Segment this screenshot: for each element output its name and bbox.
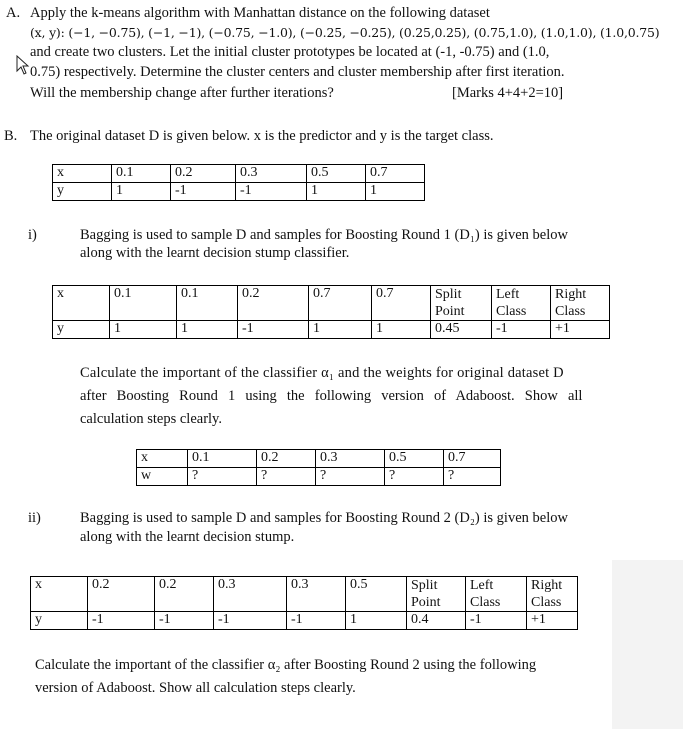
left-class-value: -1 <box>492 321 551 339</box>
table-cell: -1 <box>171 183 236 201</box>
part-ii-label: ii) <box>28 510 41 526</box>
table-cell: 0.5 <box>307 165 366 183</box>
table-cell: 1 <box>372 321 431 339</box>
boosting-round1-table <box>52 285 610 339</box>
left-class-value: -1 <box>466 612 527 630</box>
table-row <box>31 577 578 612</box>
part-ii-calc2: version of Adaboost. Show all calculation steps clearly. <box>35 680 356 696</box>
table-cell: -1 <box>88 612 155 630</box>
table-row <box>137 468 501 486</box>
part-ii-calc1: Calculate the important of the classifier α₂ after Boosting Round 2 using the following <box>35 657 537 673</box>
header-word: Split <box>411 578 438 593</box>
split-point-value: 0.4 <box>407 612 466 630</box>
mouse-cursor-icon <box>16 55 30 75</box>
part-i-text1: Bagging is used to sample D and samples for Boosting Round 1 (D₁) is given below <box>80 227 568 243</box>
part-b-intro: The original dataset D is given below. x is the predictor and y is the target class. <box>30 128 494 144</box>
original-dataset-table <box>52 164 425 201</box>
table-cell: ? <box>385 468 444 486</box>
header-word: Split <box>435 287 462 302</box>
header-word: Point <box>411 595 441 610</box>
table-row <box>53 286 610 321</box>
table-cell: 1 <box>177 321 238 339</box>
table-row <box>53 165 425 183</box>
part-a-dataset: (x, y): (−1, −0.75), (−1, −1), (−0.75, −1.0), (−0.25, −0.25), (0.25,0.25), (0.75,1.0), (1.0,1.0), (1.0,0.75) <box>30 25 660 40</box>
header-word: Point <box>435 304 465 319</box>
part-a-marks: [Marks 4+4+2=10] <box>452 85 564 101</box>
header-word: Class <box>555 304 586 319</box>
table-cell: ? <box>444 468 501 486</box>
table-cell: 0.7 <box>444 450 501 468</box>
table-cell: x <box>31 577 88 612</box>
table-cell: 0.7 <box>366 165 425 183</box>
table-cell: x <box>137 450 188 468</box>
table-cell: 1 <box>346 612 407 630</box>
table-cell: -1 <box>236 183 307 201</box>
right-class-value: +1 <box>551 321 610 339</box>
table-cell: -1 <box>214 612 287 630</box>
part-i-text2: along with the learnt decision stump classifier. <box>80 245 350 261</box>
table-cell: 0.5 <box>346 577 407 612</box>
table-cell: 0.1 <box>188 450 257 468</box>
header-word: Class <box>470 595 501 610</box>
table-cell: -1 <box>155 612 214 630</box>
table-row <box>53 183 425 201</box>
header-word: Right <box>555 287 587 302</box>
boosting-round2-table <box>30 576 578 630</box>
part-i-calc2: after Boosting Round 1 using the following version of Adaboost. Show all <box>80 388 583 404</box>
background-panel <box>612 560 683 729</box>
table-cell: 0.2 <box>238 286 309 321</box>
weights-table <box>136 449 501 486</box>
header-word: Right <box>531 578 563 593</box>
table-cell: 0.7 <box>309 286 372 321</box>
part-a-line1: Apply the k-means algorithm with Manhattan distance on the following dataset <box>30 5 490 21</box>
left-class-header <box>466 577 527 612</box>
part-i-calc1: Calculate the important of the classifier α₁ and the weights for original dataset D <box>80 365 564 381</box>
table-cell: 1 <box>309 321 372 339</box>
table-cell: 1 <box>110 321 177 339</box>
table-cell: 1 <box>366 183 425 201</box>
part-ii-text1: Bagging is used to sample D and samples for Boosting Round 2 (D₂) is given below <box>80 510 568 526</box>
part-i-calc3: calculation steps clearly. <box>80 411 222 427</box>
part-b-label: B. <box>4 128 18 144</box>
table-cell: x <box>53 165 112 183</box>
table-cell: x <box>53 286 110 321</box>
table-cell: ? <box>188 468 257 486</box>
header-word: Left <box>496 287 520 302</box>
table-cell: 0.3 <box>316 450 385 468</box>
table-cell: ? <box>257 468 316 486</box>
table-cell: y <box>31 612 88 630</box>
table-cell: -1 <box>287 612 346 630</box>
split-point-header <box>407 577 466 612</box>
table-cell: y <box>53 321 110 339</box>
part-a-line5: Will the membership change after further iterations? <box>30 85 334 101</box>
table-cell: 0.5 <box>385 450 444 468</box>
table-row <box>31 612 578 630</box>
table-cell: 0.7 <box>372 286 431 321</box>
table-cell: 0.3 <box>214 577 287 612</box>
table-cell: 0.3 <box>287 577 346 612</box>
part-i-label: i) <box>28 227 37 243</box>
right-class-value: +1 <box>527 612 578 630</box>
table-cell: 1 <box>307 183 366 201</box>
table-cell: -1 <box>238 321 309 339</box>
split-point-value: 0.45 <box>431 321 492 339</box>
table-cell: 0.3 <box>236 165 307 183</box>
split-point-header <box>431 286 492 321</box>
header-word: Left <box>470 578 494 593</box>
table-cell: 1 <box>112 183 171 201</box>
table-row <box>53 321 610 339</box>
table-row <box>137 450 501 468</box>
table-cell: 0.1 <box>112 165 171 183</box>
table-cell: 0.2 <box>155 577 214 612</box>
part-a-line4: 0.75) respectively. Determine the cluster centers and cluster membership after first iteration. <box>30 64 565 80</box>
table-cell: y <box>53 183 112 201</box>
right-class-header <box>527 577 578 612</box>
table-cell: 0.1 <box>177 286 238 321</box>
table-cell: 0.1 <box>110 286 177 321</box>
left-class-header <box>492 286 551 321</box>
table-cell: ? <box>316 468 385 486</box>
header-word: Class <box>531 595 562 610</box>
table-cell: w <box>137 468 188 486</box>
part-a-label: A. <box>6 5 21 21</box>
right-class-header <box>551 286 610 321</box>
header-word: Class <box>496 304 527 319</box>
table-cell: 0.2 <box>88 577 155 612</box>
part-ii-text2: along with the learnt decision stump. <box>80 529 295 545</box>
table-cell: 0.2 <box>257 450 316 468</box>
table-cell: 0.2 <box>171 165 236 183</box>
part-a-line3: and create two clusters. Let the initial cluster prototypes be located at (-1, -0.75) and (1.0, <box>30 44 550 60</box>
